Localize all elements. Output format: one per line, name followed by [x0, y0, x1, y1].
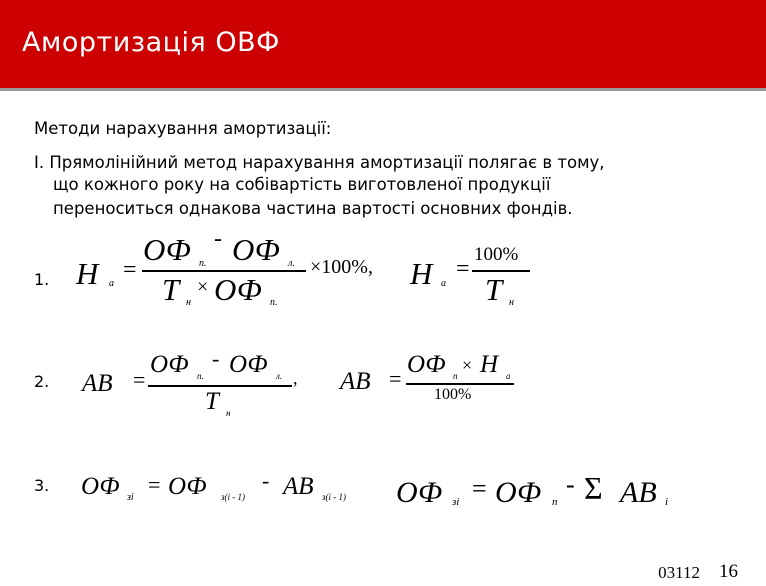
f3-eq: =: [148, 472, 161, 497]
f3b-eq: =: [472, 474, 487, 503]
f3b-a: ОФ: [495, 476, 542, 509]
page-number: 16: [719, 561, 738, 582]
f3-lhs-sub: зі: [127, 492, 134, 503]
f1-lhs: Н: [76, 256, 99, 291]
f2b-eq: =: [389, 366, 402, 391]
f2b-lhs: АВ: [340, 368, 371, 395]
title-divider: [0, 88, 766, 91]
f3b-b: АВ: [620, 476, 657, 509]
f2-minus: -: [212, 346, 220, 371]
f2-num-b: ОФ: [229, 351, 268, 378]
f2b-den: 100%: [434, 386, 472, 403]
f2-num-a-sub: п.: [197, 371, 204, 381]
item-number-1: 1.: [34, 270, 50, 289]
f2-num-b-sub: л.: [276, 371, 283, 381]
f1-lhs-sub: а: [109, 278, 114, 289]
f2-lhs: АВ: [82, 370, 113, 397]
f1b-lhs: Н: [410, 256, 433, 291]
f1b-den: Т: [485, 272, 503, 307]
f2-eq: =: [133, 367, 146, 392]
f1-times: ×: [197, 276, 209, 298]
f3b-lhs: ОФ: [396, 476, 443, 509]
f2b-num-b-sub: а: [506, 371, 511, 381]
f2-fraction-bar: [148, 385, 292, 387]
intro-text: Методи нарахування амортизації:: [34, 119, 332, 138]
f1b-lhs-sub: а: [441, 278, 446, 289]
f2b-num-b: Н: [480, 351, 499, 378]
f3-minus: -: [262, 468, 270, 493]
f3b-a-sub: п: [552, 496, 558, 508]
f2-tail: ,: [293, 368, 298, 388]
f2b-times: ×: [462, 355, 473, 375]
method-line-2: що кожного року на собівартість виготовленої продукції: [53, 175, 551, 194]
f1-den-b: ОФ: [214, 272, 262, 307]
f2-den-sub: н: [226, 408, 231, 418]
item-number-2: 2.: [34, 372, 50, 391]
f3-a-sub: з(і - 1): [221, 492, 246, 502]
f1-multiplier: ×100%,: [310, 256, 373, 278]
item-number-3: 3.: [34, 476, 50, 495]
f2-den: Т: [205, 388, 219, 415]
f2b-fraction-bar: [406, 383, 514, 385]
f3-b-sub: з(і - 1): [322, 492, 347, 502]
f1-minus: -: [214, 226, 222, 252]
f1-eq: =: [123, 257, 137, 283]
f1b-den-sub: н: [509, 297, 514, 308]
f1-num-b-sub: л.: [288, 258, 295, 269]
slide-title: Амортизація ОВФ: [22, 27, 280, 58]
f1b-eq: =: [456, 256, 470, 282]
f3-b: АВ: [283, 473, 314, 500]
f1-num-b: ОФ: [232, 232, 280, 267]
f3-a: ОФ: [168, 473, 207, 500]
f2b-num-a-sub: п: [453, 371, 458, 381]
f3b-minus: -: [566, 470, 575, 499]
f1-num-a-sub: п.: [199, 258, 207, 269]
f2b-num-a: ОФ: [407, 351, 446, 378]
f1b-num: 100%: [474, 244, 519, 265]
f1-den-a-sub: н: [186, 297, 191, 308]
f3b-lhs-sub: зі: [452, 496, 460, 508]
f3b-sigma: Σ: [584, 470, 603, 506]
method-line-1: І. Прямолінійний метод нарахування амортизації полягає в тому,: [34, 153, 605, 172]
f1-den-b-sub: п.: [270, 297, 278, 308]
f3b-b-sub: і: [665, 496, 669, 508]
footer-code: 03112: [658, 563, 700, 582]
f1-num-a: ОФ: [143, 232, 191, 267]
f3-lhs: ОФ: [81, 473, 120, 500]
method-line-3: переноситься однакова частина вартості основних фондів.: [53, 199, 573, 218]
f1-den-a: Т: [162, 272, 180, 307]
f2-num-a: ОФ: [150, 351, 189, 378]
